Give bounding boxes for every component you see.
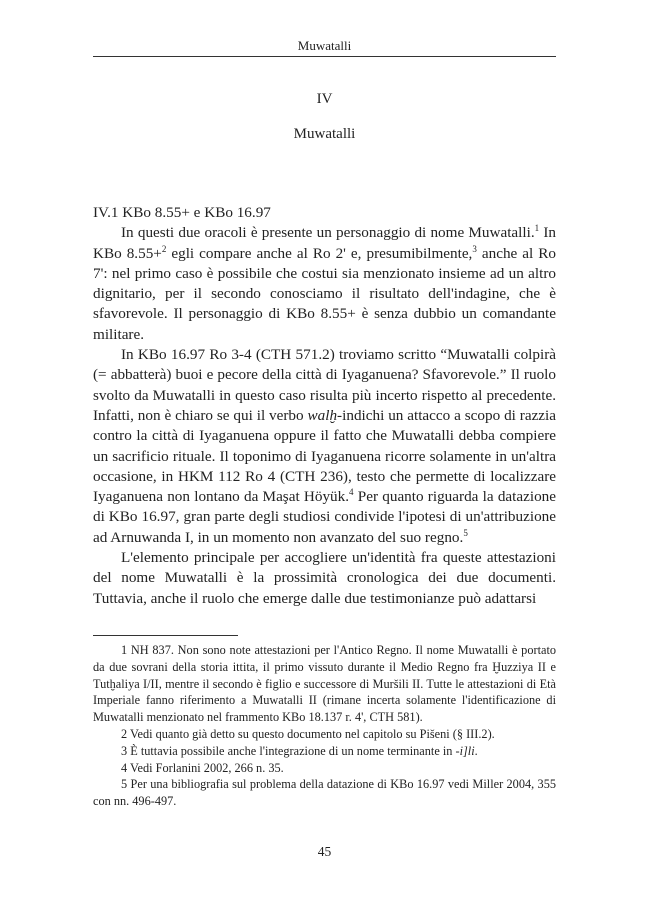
text-run: In KBo 8.55+	[93, 224, 557, 262]
footnote-2	[93, 726, 556, 743]
footnote-1	[93, 642, 556, 726]
footnote-ref-4[interactable]: 4	[349, 487, 354, 498]
footnote-text: .	[474, 743, 478, 758]
footnote-ref-5[interactable]: 5	[463, 527, 468, 538]
footnote-number: 4	[121, 760, 128, 775]
page-number: 45	[317, 844, 332, 859]
footnote-number: 3	[121, 743, 128, 758]
text-run: anche al Ro 7': nel primo caso è possibile che costui sia menzionato insieme ad un altro dignitario, per il secondo conosciamo il risultato dell'indagine, che è sfavorevole. Il personaggio di KBo 8.55+ è senza dubbio un comandante militare.	[93, 244, 556, 343]
running-head: Muwatalli	[297, 38, 352, 53]
text-run: In KBo 16.97 Ro 3-4 (CTH 571.2) troviamo scritto “Muwatalli colpirà (= abbatterà) buoi e pecore della città di Iyaganuena? Sfavorevole.” Il ruolo svolto da Muwatalli in questo caso risulta più incerto rispetto al precedente. Infatti, non è chiaro se qui il verbo	[93, 346, 556, 424]
verb-italic: walḫ-	[307, 406, 343, 424]
chapter-number: IV	[316, 91, 333, 107]
footnote-italic: -i]li	[455, 743, 475, 758]
footnote-3	[93, 743, 556, 760]
text-run: Per quanto riguarda la datazione di KBo 16.97, gran parte degli studiosi condivide l'ipotesi di un'attribuzione ad Arnuwanda I, in un momento non avanzato del suo regno.	[93, 488, 557, 546]
footnote-number: 2	[121, 726, 128, 741]
footnote-5	[93, 776, 556, 810]
paragraph-2	[93, 345, 556, 548]
text-run: egli compare anche al Ro 2' e, presumibilmente,	[171, 244, 473, 262]
chapter-title: Muwatalli	[293, 126, 356, 142]
header-rule	[93, 56, 556, 57]
text-run: In questi due oracoli è presente un personaggio di nome Muwatalli.	[121, 224, 535, 242]
footnote-number: 5	[121, 777, 128, 792]
paragraph-1	[93, 223, 556, 345]
footnote-rule	[93, 635, 238, 636]
text-run: indichi un attacco a scopo di razzia contro la città di Iyaganuena oppure il fatto che Muwatalli debba compiere un sacrificio rituale. Il toponimo di Iyaganuena ricorre solamente in un'altra occasione, in HKM 112 Ro 4 (CTH 236), testo che permette di localizzare Iyaganuena non lontano da Maşat Höyük.	[93, 406, 557, 506]
footnote-ref-1[interactable]: 1	[534, 223, 540, 234]
paragraph-3: L'elemento principale per accogliere un'identità fra queste attestazioni del nome Muwatalli è la prossimità cronologica dei due documenti. Tuttavia, anche il ruolo che emerge dalle due testimonianze può adattarsi	[93, 549, 556, 607]
footnote-ref-3[interactable]: 3	[472, 243, 477, 254]
footnote-text: Vedi quanto già detto su questo documento nel capitolo su Pišeni (§ III.2).	[130, 726, 495, 741]
footnote-ref-2[interactable]: 2	[161, 243, 167, 254]
footnote-text: È tuttavia possibile anche l'integrazione di un nome terminante in	[130, 743, 453, 758]
body-text	[93, 203, 556, 609]
footnote-text: NH 837. Non sono note attestazioni per l'Antico Regno. Il nome Muwatalli è portato da due sovrani della storia ittita, il primo vissuto durante il Medio Regno fra Ḫuzziya II e Tutḫaliya I/II, mentre il secondo è figlio e successore di Muršili II. Tutte le attestazioni di Età Imperiale fanno riferimento a Muwatalli II (rimane incerta solamente l'identificazione di Muwatalli menzionato nel frammento KBo 18.137 r. 4', CTH 581).	[93, 643, 557, 725]
footnotes	[93, 642, 556, 810]
footnote-text: Per una bibliografia sul problema della datazione di KBo 16.97 vedi Miller 2004, 355 con nn. 496-497.	[93, 777, 557, 809]
section-heading: IV.1 KBo 8.55+ e KBo 16.97	[93, 204, 271, 221]
footnote-text: Vedi Forlanini 2002, 266 n. 35.	[130, 760, 284, 775]
footnote-number: 1	[121, 643, 128, 657]
footnote-4	[93, 760, 556, 777]
